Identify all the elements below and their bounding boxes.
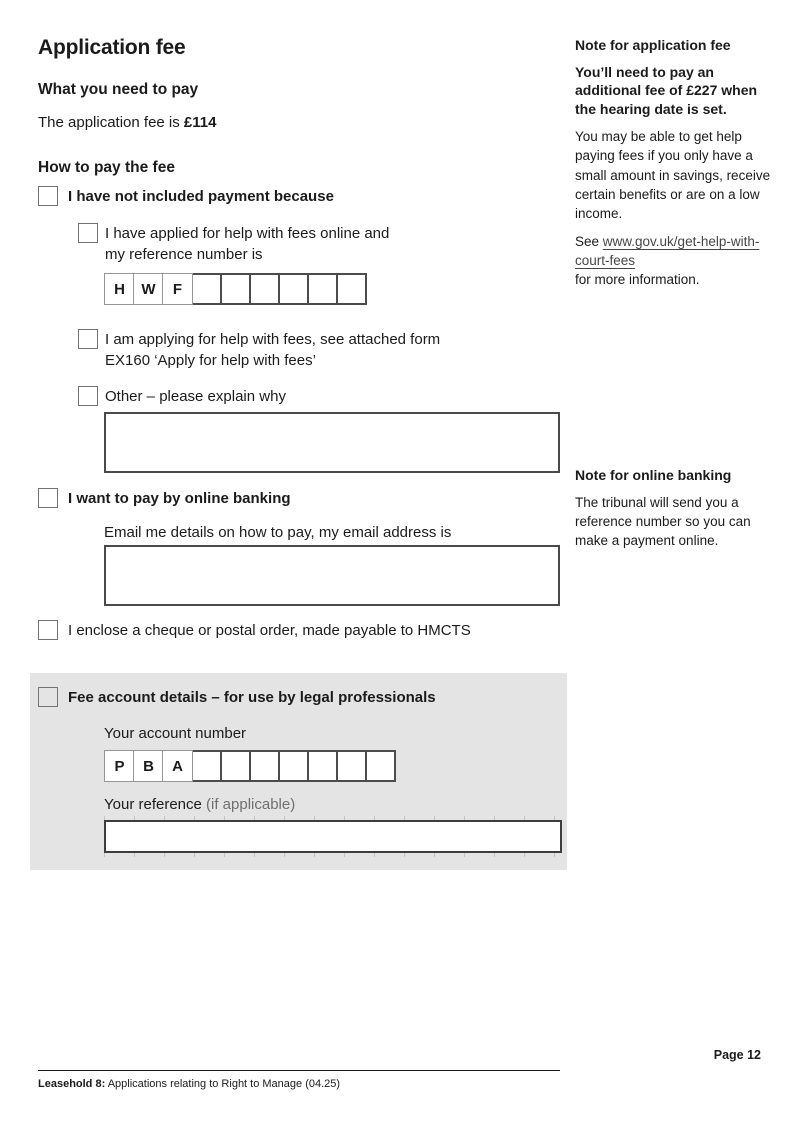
not-included-payment-checkbox[interactable] <box>38 186 58 206</box>
email-address-label: Email me details on how to pay, my email address is <box>104 524 452 542</box>
other-reason-textbox[interactable] <box>104 412 560 473</box>
fee-amount-line <box>38 114 568 131</box>
hwf-paper-label: I am applying for help with fees, see attached form EX160 ‘Apply for help with fees’ <box>105 331 441 370</box>
email-address-textbox[interactable] <box>104 545 560 606</box>
what-you-need-to-pay-heading: What you need to pay <box>38 81 199 99</box>
not-included-payment-options <box>78 223 568 473</box>
other-reason-checkbox[interactable] <box>78 386 98 406</box>
not-included-payment-label: I have not included payment because <box>68 188 334 206</box>
fee-account-label: Fee account details – for use by legal professionals <box>68 689 436 707</box>
note-application-fee-heading: Note for application fee <box>575 37 731 53</box>
entry-cell[interactable] <box>336 273 367 305</box>
your-reference-textbox[interactable] <box>104 820 562 853</box>
checkbox-row-other-reason <box>78 386 568 407</box>
help-paying-fees-text: You may be able to get help paying fees if you only have a small amount in savings, receive certain benefits or are on a low income. <box>575 129 771 221</box>
prefilled-cell: P <box>104 750 135 782</box>
online-banking-label: I want to pay by online banking <box>68 490 291 508</box>
fee-amount-prefix: The application fee is <box>38 114 184 132</box>
reference-field-ticks <box>104 816 562 857</box>
tribunal-reference-text: The tribunal will send you a reference number so you can make a payment online. <box>575 494 751 549</box>
checkbox-row-fee-account <box>38 687 567 708</box>
footer-divider <box>38 1070 560 1071</box>
fee-account-checkbox[interactable] <box>38 687 58 707</box>
other-reason-label: Other – please explain why <box>105 388 286 406</box>
your-reference-label: Your reference (if applicable) <box>104 796 296 814</box>
prefilled-cell: F <box>162 273 193 305</box>
prefilled-cell: H <box>104 273 135 305</box>
note-online-banking-heading: Note for online banking <box>575 467 732 483</box>
checkbox-row-cheque <box>38 620 568 641</box>
entry-cell[interactable] <box>278 750 309 782</box>
online-banking-checkbox[interactable] <box>38 488 58 508</box>
pba-account-number-boxes[interactable] <box>104 750 567 782</box>
page-number: Page 12 <box>713 1048 761 1062</box>
entry-cell[interactable] <box>249 750 280 782</box>
page-title: Application fee <box>38 36 186 59</box>
hwf-online-checkbox[interactable] <box>78 223 98 243</box>
entry-cell[interactable] <box>249 273 280 305</box>
cheque-checkbox[interactable] <box>38 620 58 640</box>
hwf-paper-checkbox[interactable] <box>78 329 98 349</box>
account-number-label: Your account number <box>104 725 247 743</box>
help-with-court-fees-link[interactable]: www.gov.uk/get-help-with-court-fees <box>575 234 760 269</box>
additional-fee-warning: You’ll need to pay an additional fee of £227 when the hearing date is set. <box>575 63 758 117</box>
note-application-fee <box>575 36 775 299</box>
checkbox-row-hwf-paper <box>78 329 568 371</box>
see-link-paragraph: See www.gov.uk/get-help-with-court-fees for more information. <box>575 234 760 288</box>
entry-cell[interactable] <box>191 750 222 782</box>
if-applicable-hint: (if applicable) <box>206 796 296 814</box>
cheque-label: I enclose a cheque or postal order, made payable to HMCTS <box>68 622 471 640</box>
fee-account-fields <box>78 725 567 857</box>
hwf-online-label: I have applied for help with fees online and my reference number is <box>105 225 390 264</box>
checkbox-row-hwf-online <box>78 223 568 265</box>
checkbox-row-not-included-payment <box>38 186 568 207</box>
note-online-banking <box>575 466 775 559</box>
entry-cell[interactable] <box>307 273 338 305</box>
entry-cell[interactable] <box>307 750 338 782</box>
entry-cell[interactable] <box>278 273 309 305</box>
prefilled-cell: A <box>162 750 193 782</box>
main-column <box>38 36 568 870</box>
online-banking-details <box>78 524 568 606</box>
hwf-reference-number-boxes[interactable] <box>104 273 568 305</box>
entry-cell[interactable] <box>220 273 251 305</box>
checkbox-row-online-banking <box>38 488 568 509</box>
prefilled-cell: B <box>133 750 164 782</box>
how-to-pay-heading: How to pay the fee <box>38 159 175 177</box>
entry-cell[interactable] <box>336 750 367 782</box>
fee-account-section <box>30 673 567 870</box>
entry-cell[interactable] <box>220 750 251 782</box>
fee-amount: £114 <box>183 114 217 132</box>
prefilled-cell: W <box>133 273 164 305</box>
entry-cell[interactable] <box>365 750 396 782</box>
footer-form-id: Leasehold 8: Applications relating to Right to Manage (04.25) <box>38 1078 341 1090</box>
entry-cell[interactable] <box>191 273 222 305</box>
